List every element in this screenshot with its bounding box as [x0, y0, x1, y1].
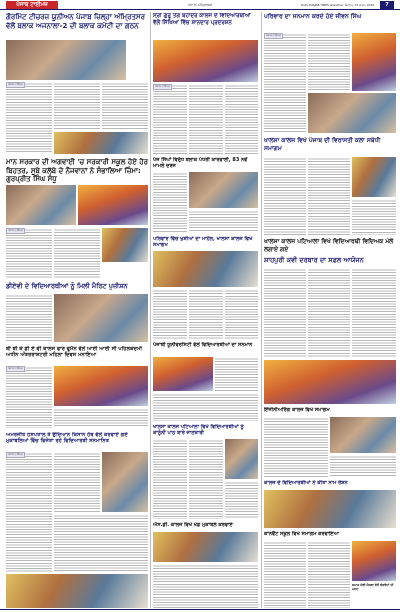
- column-rule-1: [150, 12, 151, 608]
- story-head-r2: ਖਾਲਸਾ ਕਾਲਜ ਵਿਖੇ ਪੰਜਾਬ ਦੀ ਵਿਰਾਸਤੀ ਕਲਾ ਸਬੰਧੀ ਸਮਾਗਮ: [264, 137, 381, 152]
- story-text-1a: [6, 82, 52, 152]
- bottom-rule: [0, 609, 400, 610]
- story-photo-r1: [352, 33, 396, 91]
- story-text-r1b: [308, 33, 350, 91]
- section-title: ਪੰਜਾਬ ਟਾਈਮਜ਼: [6, 1, 58, 9]
- story-head-10: ਖਾਲਸਾ ਕਾਲਜ ਪਟਿਆਲਾ ਵਿਖੇ ਵਿਦਿਆਰਥੀਆਂ ਨੂੰ ਕਾਨੂੰਨੀ ਪਾਠ ਬਾਰੇ ਜਾਣਕਾਰੀ: [153, 424, 244, 437]
- story-text-10a: [153, 439, 187, 519]
- story-text-6a: [153, 84, 187, 154]
- story-text-2b: [54, 228, 100, 278]
- story-head-r5: ਇੰਜੀਨੀਅਰਿੰਗ ਕਾਲਜ ਵਿਖੇ ਸਮਾਗਮ: [264, 407, 330, 413]
- story-photo-r1b: [308, 93, 396, 133]
- story-head-8: ਪਰਿਵਾਰ ਵਿੱਚ ਖੁਸ਼ੀਆਂ ਦਾ ਮਾਹੌਲ, ਖਾਲਸਾ ਕਾਲਜ ਵਿਖੇ ਸਮਾਗਮ: [153, 236, 253, 249]
- story-text-r1a: [264, 33, 306, 133]
- story-photo-2b: [78, 185, 148, 225]
- story-photo-r2: [352, 157, 396, 197]
- story-head-r1: ਪਰਿਵਾਰ ਦਾ ਸਨਮਾਨ ਕਰਦੇ ਹੋਏ ਜੀਵਨ ਸਿੰਘ: [264, 13, 362, 20]
- story-photo-4: [54, 366, 148, 406]
- story-text-5c: [54, 514, 148, 572]
- story-text-r7a: [264, 541, 306, 608]
- story-photo-1: [6, 40, 126, 80]
- story-head-r6: ਕਾਲਜ ਦੇ ਵਿਦਿਆਰਥੀਆਂ ਨੇ ਕੀਤਾ ਨਾਮ ਰੌਸ਼ਨ: [264, 480, 348, 486]
- story-text-2a: [6, 228, 52, 278]
- story-head-9: ਪੰਜਾਬੀ ਯੂਨੀਵਰਸਿਟੀ ਵੱਲੋਂ ਵਿਦਿਆਰਥੀਆਂ ਦਾ ਸਨਮਾਨ: [153, 342, 253, 348]
- story-photo-3: [54, 294, 148, 342]
- story-tag-1: ਪੰਜਾਬ ਟਾਈਮਜ਼: [8, 83, 23, 86]
- column-rule-2: [261, 12, 262, 608]
- story-text-r2b: [308, 157, 350, 235]
- story-text-10c: [225, 481, 258, 519]
- story-photo-r3: [264, 360, 396, 404]
- story-text-4a: [6, 366, 52, 428]
- story-text-6b: [189, 84, 223, 154]
- story-text-8c: [225, 289, 258, 339]
- page-number: 7: [380, 1, 394, 9]
- story-text-8a: [153, 289, 187, 339]
- story-text-3a: [6, 294, 52, 342]
- story-text-9b: [153, 393, 258, 421]
- story-photo-r6: [264, 490, 396, 528]
- story-photo-r7: [352, 541, 396, 581]
- masthead-date: Daily PUNJAB TIMES Jalandhar, ਸੋਮਵਾਰ, 14 ਮਾਰਚ, 2019: [300, 3, 374, 7]
- story-tag-3: ਪੰਜਾਬ ਟਾਈਮਜ਼: [8, 367, 23, 370]
- story-head-7: ਪੰਜ ਸਿੰਘਾਂ ਵਿਰੁੱਧ ਬਲਾਕ ਪੱਧਰੀ ਕਾਰਵਾਈ, 83 ਨਵੇਂ ਮਾਮਲੇ ਦਰਜ: [153, 157, 248, 170]
- story-photo-1b: [54, 132, 148, 154]
- story-head-4: ਬੀ ਬੀ ਕੇ ਡੀ ਏ ਵੀ ਕਾਲਜ ਫਾਰ ਵੂਮੈਨ ਵੱਲੋਂ ਆਈ ਆਈ ਸੀ ਪਹਿਲਕਦਮੀ ਅਧੀਨ ਅੰਤਰਰਾਸ਼ਟਰੀ ਮਹਿਲਾ ਦਿਵਸ ਮਨਾਇਆ: [6, 346, 143, 359]
- story-photo-11: [153, 532, 258, 562]
- story-photo-r5: [330, 417, 396, 453]
- story-photo-9: [153, 357, 213, 391]
- story-text-1b: [54, 82, 100, 130]
- story-text-r3c: [352, 268, 396, 358]
- masthead: [0, 0, 400, 10]
- story-text-r3b: [308, 268, 350, 358]
- story-text-r7b: [308, 541, 350, 608]
- story-photo-7: [189, 172, 258, 208]
- story-tag-6: ਪੰਜਾਬ ਟਾਈਮਜ਼: [266, 34, 281, 37]
- story-tag-2: ਪੰਜਾਬ ਟਾਈਮਜ਼: [8, 229, 23, 232]
- story-head-r7: ਕਾਨਵੈਂਟ ਸਕੂਲ ਵਿਖੇ ਸਮਾਗਮ ਕਰਵਾਇਆ: [264, 531, 339, 537]
- story-photo-5b: [6, 574, 148, 608]
- story-text-10b: [189, 439, 223, 519]
- story-head-r4: ਸ਼ਾਹਪੁਰੀ ਕਵੀ ਦਰਬਾਰ ਦਾ ਸਫ਼ਲ ਆਯੋਜਨ: [264, 256, 364, 264]
- story-head-r3: ਖਾਲਸਾ ਕਾਲਜ ਪਟਿਆਲਾ ਵਿਖੇ ਵਿਦਿਆਰਥੀ ਵਿਦਿਅਕ ਮੇਲੇ ਲਗਾਏ ਗਏ: [264, 238, 394, 253]
- story-text-7a: [153, 172, 187, 232]
- story-text-4b: [54, 408, 148, 428]
- story-text-6c: [225, 84, 258, 154]
- story-head-6: ਸ੍ਰੀ ਗੁਰੂ ਤੇਗ ਬਹਾਦਰ ਕਾਲਜ ਦੇ ਵਿਦਿਆਰਥੀਆਂ ਵੱਲੋਂ ਸਿੱਖਿਆ ਵਿੱਚ ਸ਼ਾਨਦਾਰ ਪ੍ਰਦਰਸ਼ਨ: [153, 13, 251, 26]
- story-photo-10: [225, 439, 258, 479]
- story-text-r5b: [330, 455, 396, 477]
- story-head-11: ਐਸ.ਡੀ. ਕਾਲਜ ਵਿਖੇ ਖੇਡ ਮੁਕਾਬਲੇ ਕਰਵਾਏ: [153, 522, 233, 528]
- story-photo-6: [153, 40, 258, 82]
- story-text-9a: [215, 357, 258, 391]
- story-text-8b: [189, 289, 223, 339]
- story-text-7b: [189, 210, 258, 232]
- story-text-r2c: [352, 199, 396, 235]
- story-text-r2a: [264, 157, 306, 235]
- story-text-5a: [6, 452, 52, 572]
- story-photo-8: [153, 251, 258, 287]
- story-text-11a: [153, 564, 258, 608]
- story-text-1c: [102, 82, 148, 130]
- story-photo-5: [102, 452, 148, 512]
- story-tag-4: ਪੰਜਾਬ ਟਾਈਮਜ਼: [8, 453, 23, 456]
- story-text-5b: [54, 452, 100, 512]
- story-text-r3a: [264, 268, 306, 358]
- story-head-3: ਡੀਏਵੀ ਦੇ ਵਿਦਿਆਰਥੀਆਂ ਨੂੰ ਮਿਲੀ ਮੈਰਿਟ ਪੁਜ਼ੀਸ਼ਨ: [6, 282, 128, 290]
- story-tag-5: ਪੰਜਾਬ ਟਾਈਮਜ਼: [155, 85, 170, 88]
- story-photo-2: [6, 185, 76, 225]
- story-head-2: ਮਾਨ ਸਰਕਾਰ ਦੀ ਅਗਵਾਈ 'ਚ ਸਰਕਾਰੀ ਸਕੂਲ ਹੋਏ ਹੋਰ ਬਿਹਤਰ, ਸੂਬੇ ਕਲੱਬੇ ਦੇ ਨੌਜਵਾਨਾਂ ਨੇ ਸੰਭਾਲਿਆ ਜ਼ਿੰਮਾ: ਗੁਰਪ੍ਰੀਤ ਸਿੰਘ ਸੰਧੂ: [6, 158, 148, 183]
- story-head-1: ਗੌਰਮਿੰਟ ਟੀਚਰਜ਼ ਯੂਨੀਅਨ ਪੰਜਾਬ ਜ਼ਿਲ੍ਹਾ ਅੰਮ੍ਰਿਤਸਰ ਵੱਲੋਂ ਬਲਾਕ ਅਜਨਾਲਾ-2 ਦੀ ਬਲਾਕ ਕਮੇਟੀ ਦਾ ਗਠਨ: [6, 13, 145, 30]
- story-head-r8: ਸਮਾਜ ਸੇਵੀ ਸੰਸਥਾ ਵੱਲੋਂ ਲੋੜਵੰਦਾਂ ਦੀ ਮਦਦ: [352, 583, 394, 592]
- story-photo-2c: [102, 228, 148, 262]
- masthead-center: ਪੰਨਾ ਨੰ: ਅੰਮ੍ਰਿਤਸਰ: [187, 3, 213, 7]
- story-text-r5a: [264, 417, 328, 477]
- story-head-5: ਅਮਰਜੀਤ ਹਸਪਤਾਲ ਤੇ ਉਦਿਆਨ ਕਿਸਾਨ ਹੱਥ ਵੱਲੋਂ ਕਰਵਾਏ ਗਏ ਮੁਕਾਬਲਿਆਂ ਵਿੱਚ ਵਿਜੇਤਾ ਰਹੇ ਵਿਦਿਆਰਥੀ ਸਨਮਾਨਿਤ: [6, 432, 128, 445]
